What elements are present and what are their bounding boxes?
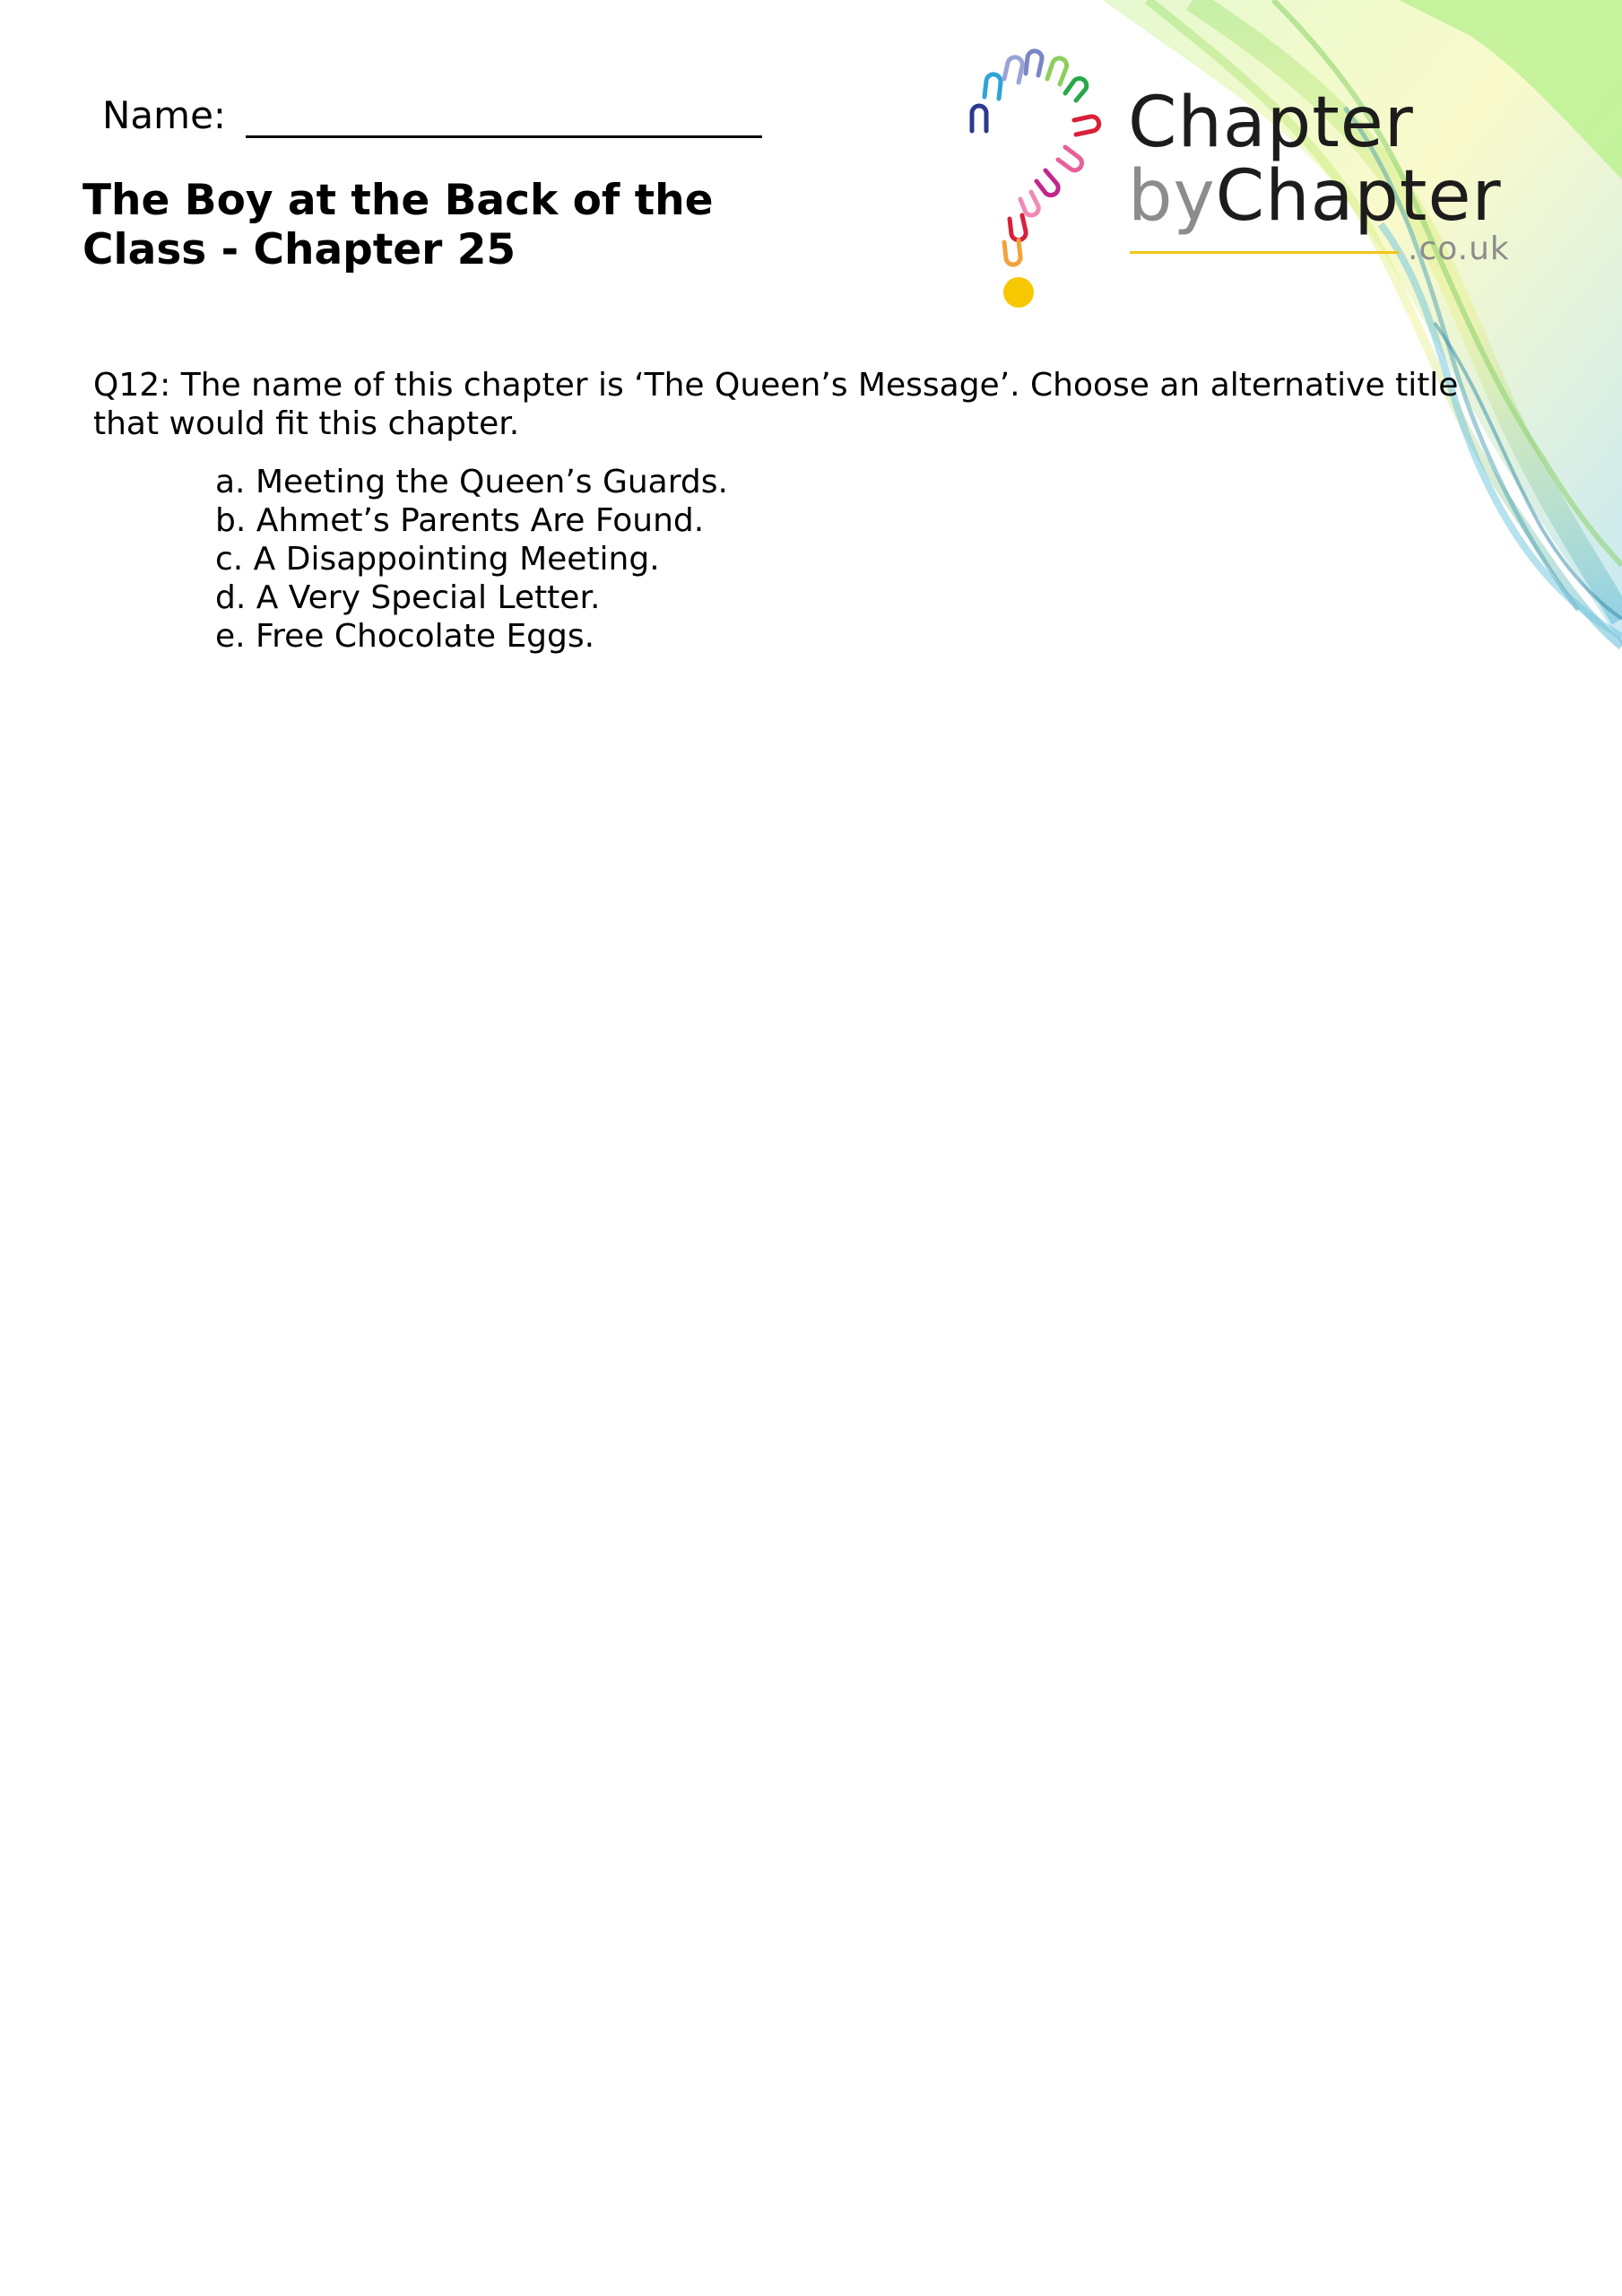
logo-word-chapter-2: Chapter <box>1215 156 1502 237</box>
name-field-row <box>102 93 762 138</box>
chapter-by-chapter-logo <box>959 48 1587 317</box>
option-a[interactable]: a. Meeting the Queen’s Guards. <box>215 464 728 500</box>
name-answer-line[interactable] <box>246 96 762 138</box>
logo-underline <box>1130 251 1399 254</box>
logo-word-bychapter <box>1128 156 1502 237</box>
question-text: Q12: The name of this chapter is ‘The Queen’s Message’. Choose an alternative title that would fit this chapter. <box>93 367 1459 442</box>
option-c[interactable]: c. A Disappointing Meeting. <box>215 541 660 578</box>
question-mark-books-icon <box>959 48 1112 317</box>
logo-dot <box>1003 277 1034 308</box>
answer-options <box>215 463 728 656</box>
name-label: Name: <box>102 93 227 137</box>
logo-word-chapter: Chapter <box>1128 83 1414 163</box>
logo-word-by: by <box>1128 156 1216 237</box>
worksheet-title: The Boy at the Back of the Class - Chapter 25 <box>82 176 714 274</box>
logo-domain: .co.uk <box>1408 230 1510 267</box>
option-e[interactable]: e. Free Chocolate Eggs. <box>215 618 595 655</box>
option-b[interactable]: b. Ahmet’s Parents Are Found. <box>215 502 705 539</box>
option-d[interactable]: d. A Very Special Letter. <box>215 579 601 616</box>
